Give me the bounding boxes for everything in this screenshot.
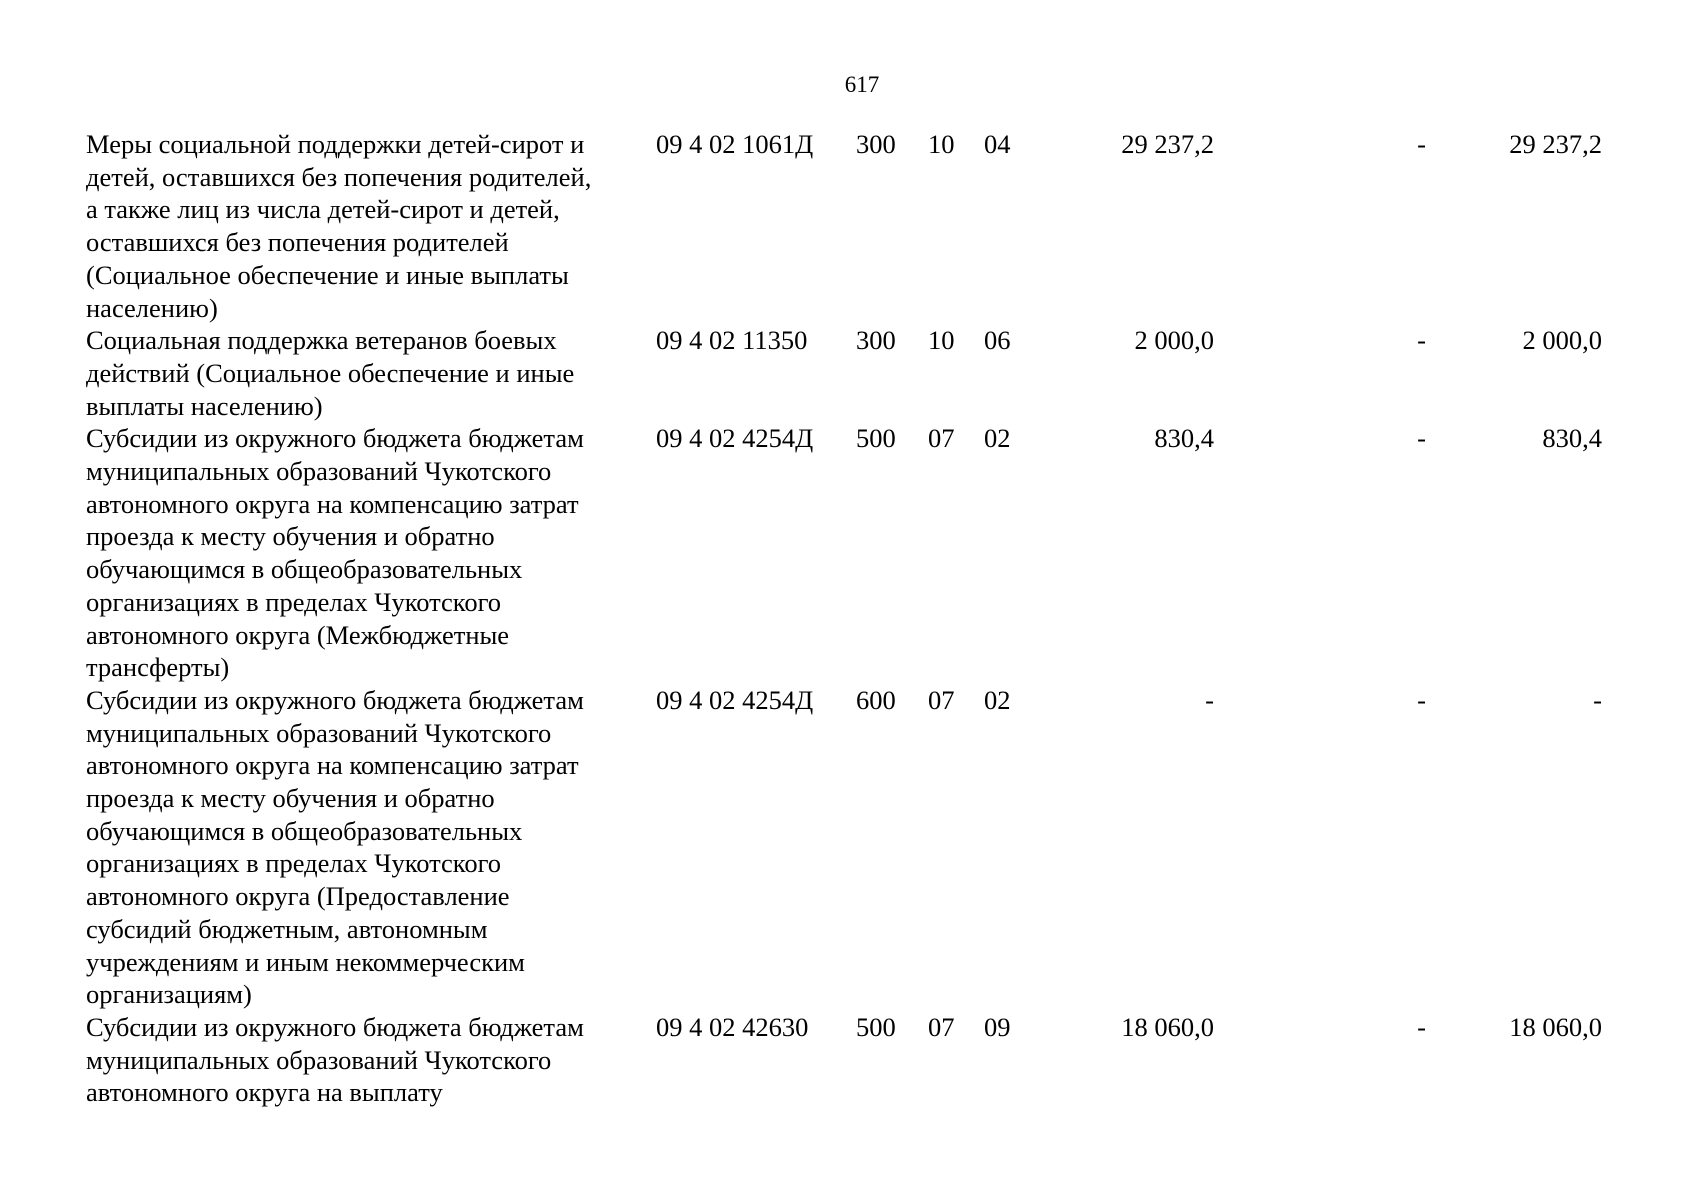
expense-name-line: муниципальных образований Чукотского	[86, 456, 552, 487]
amount-regional: 18 060,0	[1509, 1011, 1602, 1042]
amount-regional: -	[1593, 684, 1602, 715]
subsection-code: 06	[984, 325, 1011, 356]
expense-name-line: автономного округа (Предоставление	[86, 881, 510, 912]
expense-name-line: обучающимся в общеобразовательных	[86, 554, 523, 585]
amount-total: 29 237,2	[1121, 129, 1214, 159]
amount-regional: 29 237,2	[1509, 129, 1602, 159]
target-article-code: 09 4 02 4254Д	[656, 423, 814, 454]
expense-name-line: оставшихся без попечения родителей	[86, 227, 509, 258]
expense-name-line: организациях в пределах Чукотского	[86, 848, 502, 879]
subsection-code: 04	[984, 129, 1011, 159]
expense-type-code: 300	[856, 129, 896, 159]
section-code: 10	[928, 129, 955, 159]
subsection-code: 02	[984, 423, 1011, 454]
expense-name-line: Социальная поддержка ветеранов боевых	[86, 325, 557, 356]
expense-name-line: Меры социальной поддержки детей-сирот и	[86, 129, 585, 159]
table-row	[86, 324, 1602, 422]
amount-federal: -	[1417, 1011, 1426, 1042]
amount-regional: 2 000,0	[1522, 325, 1602, 356]
expense-name-line: выплаты населению)	[86, 390, 323, 421]
expense-name-line: учреждениям и иным некоммерческим	[86, 946, 525, 977]
expense-name-line: субсидий бюджетным, автономным	[86, 913, 488, 944]
expense-name-line: автономного округа на компенсацию затрат	[86, 750, 579, 781]
expense-name-line: муниципальных образований Чукотского	[86, 717, 552, 748]
expense-name-line: автономного округа (Межбюджетные	[86, 619, 510, 650]
expense-name-line: Субсидии из окружного бюджета бюджетам	[86, 423, 584, 454]
expense-name-line: действий (Социальное обеспечение и иные	[86, 357, 575, 388]
expense-name-line: автономного округа на выплату	[86, 1077, 443, 1108]
section-code: 07	[928, 1011, 955, 1042]
subsection-code: 02	[984, 684, 1011, 715]
expense-name	[86, 422, 656, 684]
expense-name-line: проезда к месту обучения и обратно	[86, 521, 495, 552]
amount-total: 18 060,0	[1121, 1011, 1214, 1042]
budget-table	[86, 128, 1602, 1109]
target-article-code: 09 4 02 42630	[656, 1011, 809, 1042]
expense-name-line: организациям)	[86, 979, 252, 1010]
page-number: 617	[844, 72, 880, 97]
expense-name-line: трансферты)	[86, 652, 230, 683]
expense-type-code: 300	[856, 325, 896, 356]
section-code: 10	[928, 325, 955, 356]
table-row	[86, 422, 1602, 684]
section-code: 07	[928, 684, 955, 715]
expense-name-line: Субсидии из окружного бюджета бюджетам	[86, 1011, 584, 1042]
expense-type-code: 500	[856, 423, 896, 454]
expense-type-code: 600	[856, 684, 896, 715]
amount-federal: -	[1417, 423, 1426, 454]
expense-name-line: населению)	[86, 292, 218, 323]
table-body	[86, 128, 1602, 1109]
amount-federal: -	[1417, 129, 1426, 159]
amount-regional: 830,4	[1542, 423, 1602, 454]
expense-name-line: Субсидии из окружного бюджета бюджетам	[86, 684, 584, 715]
subsection-code: 09	[984, 1011, 1011, 1042]
expense-name-line: детей, оставшихся без попечения родителей,	[86, 161, 592, 192]
target-article-code: 09 4 02 4254Д	[656, 684, 814, 715]
expense-name-line: муниципальных образований Чукотского	[86, 1044, 552, 1075]
expense-name-line: организациях в пределах Чукотского	[86, 586, 502, 617]
expense-name-line: а также лиц из числа детей-сирот и детей,	[86, 194, 560, 225]
amount-total: 830,4	[1154, 423, 1214, 454]
amount-total: 2 000,0	[1134, 325, 1214, 356]
expense-name	[86, 324, 656, 422]
table-row	[86, 128, 1602, 324]
expense-name-line: автономного округа на компенсацию затрат	[86, 488, 579, 519]
expense-name-line: обучающимся в общеобразовательных	[86, 815, 523, 846]
expense-type-code: 500	[856, 1011, 896, 1042]
table-row	[86, 1011, 1602, 1109]
target-article-code: 09 4 02 1061Д	[656, 129, 814, 159]
expense-name-line: (Социальное обеспечение и иные выплаты	[86, 259, 569, 290]
expense-name	[86, 684, 656, 1011]
expense-name	[86, 1011, 656, 1109]
table-row	[86, 684, 1602, 1011]
expense-name-line: проезда к месту обучения и обратно	[86, 783, 495, 814]
target-article-code: 09 4 02 11350	[656, 325, 808, 356]
section-code: 07	[928, 423, 955, 454]
amount-federal: -	[1417, 684, 1426, 715]
amount-total: -	[1205, 684, 1214, 715]
amount-federal: -	[1417, 325, 1426, 356]
expense-name	[86, 128, 656, 324]
